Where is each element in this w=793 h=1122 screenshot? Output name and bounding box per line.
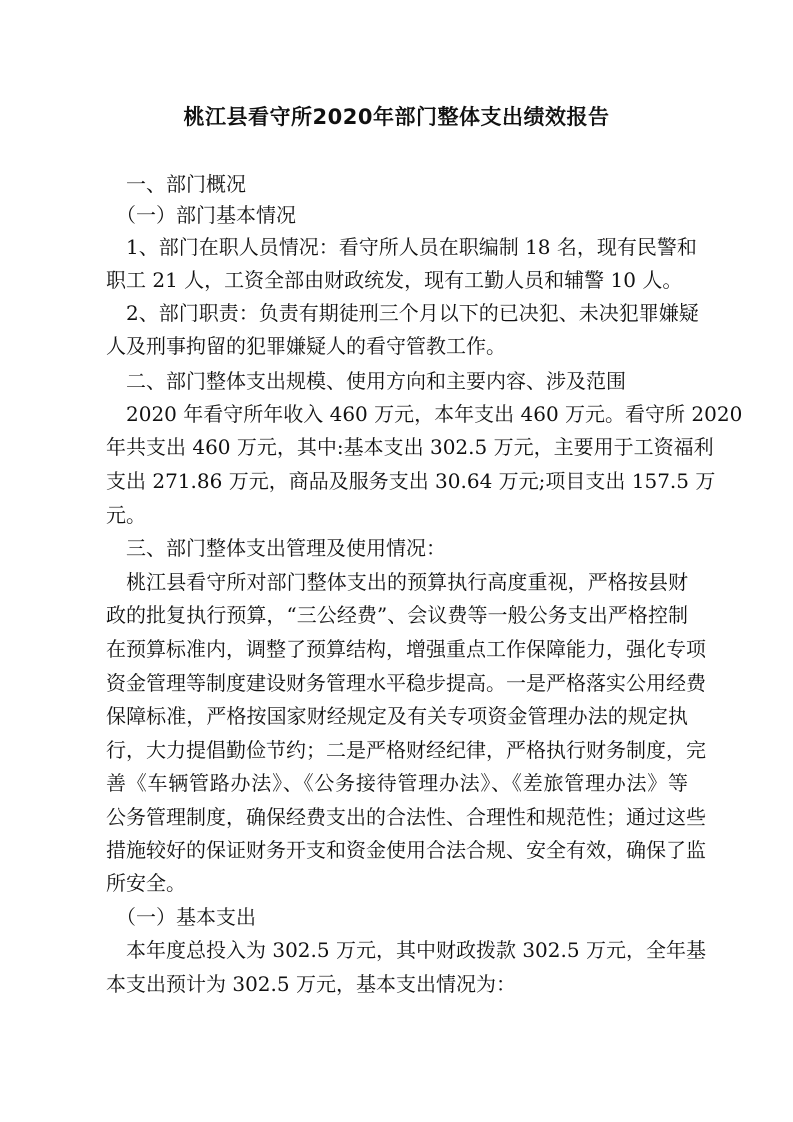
text-line: 保障标准，严格按国家财经规定及有关专项资金管理办法的规定执 xyxy=(106,704,688,728)
text-line: 本支出预计为 302.5 万元，基本支出情况为： xyxy=(106,972,516,996)
text-line: 公务管理制度，确保经费支出的合法性、合理性和规范性；通过这些 xyxy=(106,805,706,829)
text-line: 2020 年看守所年收入 460 万元，本年支出 460 万元。看守所 2020 xyxy=(106,402,743,426)
text-line: （一）基本支出 xyxy=(106,905,256,929)
text-line: 所安全。 xyxy=(106,871,186,895)
text-line: 二、部门整体支出规模、使用方向和主要内容、涉及范围 xyxy=(106,369,626,393)
text-line: 支出 271.86 万元，商品及服务支出 30.64 万元;项目支出 157.5 万 xyxy=(106,469,716,493)
text-line: 1、部门在职人员情况：看守所人员在职编制 18 名，现有民警和 xyxy=(106,235,697,259)
text-line: 资金管理等制度建设财务管理水平稳步提高。一是严格落实公用经费 xyxy=(106,671,706,695)
text-line: 三、部门整体支出管理及使用情况： xyxy=(106,536,446,560)
text-line: 本年度总投入为 302.5 万元，其中财政拨款 302.5 万元，全年基 xyxy=(106,938,706,962)
text-line: 人及刑事拘留的犯罪嫌疑人的看守管教工作。 xyxy=(106,334,506,358)
text-line: 元。 xyxy=(106,503,146,527)
text-line: 政的批复执行预算，“三公经费”、会议费等一般公务支出严格控制 xyxy=(106,603,688,627)
text-line: 一、部门概况 xyxy=(106,172,246,196)
text-line: 2、部门职责：负责有期徒刑三个月以下的已决犯、未决犯罪嫌疑 xyxy=(106,301,699,325)
text-line: 年共支出 460 万元，其中:基本支出 302.5 万元，主要用于工资福利 xyxy=(106,435,714,459)
document-title: 桃江县看守所2020年部门整体支出绩效报告 xyxy=(183,105,610,129)
text-line: 职工 21 人，工资全部由财政统发，现有工勤人员和辅警 10 人。 xyxy=(106,268,683,292)
text-line: 善《车辆管路办法》、《公务接待管理办法》、《差旅管理办法》等 xyxy=(106,771,688,795)
text-line: （一）部门基本情况 xyxy=(106,203,296,227)
text-line: 桃江县看守所对部门整体支出的预算执行高度重视，严格按县财 xyxy=(106,570,688,594)
text-line: 措施较好的保证财务开支和资金使用合法合规、安全有效，确保了监 xyxy=(106,838,706,862)
text-line: 行，大力提倡勤俭节约；二是严格财经纪律，严格执行财务制度，完 xyxy=(106,738,706,762)
text-line: 在预算标准内，调整了预算结构，增强重点工作保障能力，强化专项 xyxy=(106,637,706,661)
